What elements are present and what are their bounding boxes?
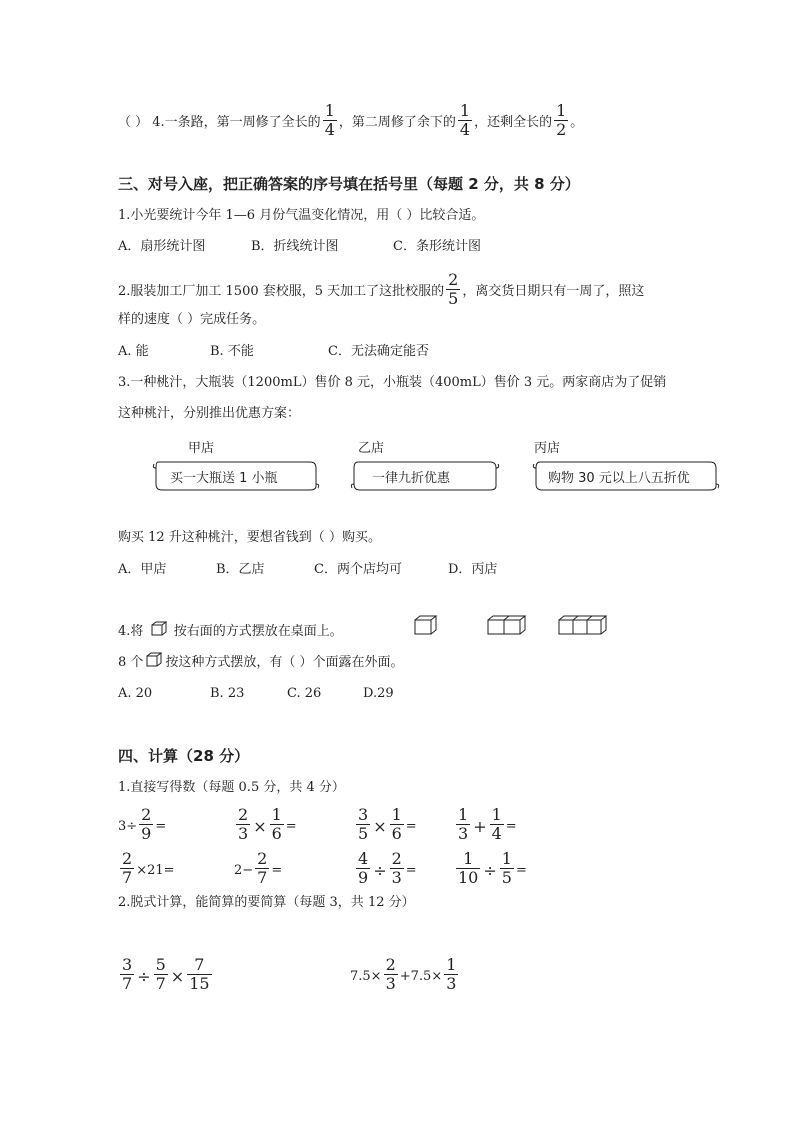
question-4-line1: 4.将 按右面的方式摆放在桌面上。 [118, 621, 343, 642]
q4-option-b: B. 23 [210, 686, 245, 701]
two-cubes-figure [488, 616, 525, 634]
q3-option-b: B．乙店 [216, 562, 265, 577]
offer-banner-jia [153, 462, 318, 490]
q2-option-a: A. 能 [118, 344, 149, 359]
offer-jia-text: 买一大瓶送 1 小瓶 [170, 471, 278, 486]
q1-option-c: C．条形统计图 [393, 239, 481, 254]
one-cube-figure [415, 616, 436, 634]
small-cube-icon [151, 621, 167, 637]
part-2-title: 2.脱式计算，能简算的要简算（每题 3，共 12 分） [118, 895, 415, 910]
offer-banner-bing [533, 462, 718, 490]
small-cube-icon [146, 652, 162, 668]
offer-banners [150, 458, 720, 494]
question-3-line1: 3.一种桃汁，大瓶装（1200mL）售价 8 元，小瓶装（400mL）售价 3 元。两家商店为了促销 [118, 375, 667, 390]
answer-paren: （ ） [118, 115, 149, 130]
expr-3: $\frac{3}{5}$ × $\frac{1}{6}$ = [358, 805, 417, 843]
expr-6: 2− $\frac{2}{7}$ = [234, 849, 283, 887]
question-4-line2: 8 个 按这种方式摆放，有（ ）个面露在外面。 [118, 652, 404, 673]
q4-option-a: A. 20 [118, 686, 153, 701]
prev-question-4: （ ） 4.一条路，第一周修了全长的 $\frac{1}{4}$ ，第二周修了余下的 $\frac{1}{4}$ ，还剩全长的 $\frac{1}{2}$ 。 [118, 101, 584, 139]
q3-option-a: A．甲店 [118, 562, 167, 577]
section-3-title: 三、对号入座，把正确答案的序号填在括号里（每题 2 分，共 8 分） [118, 175, 580, 193]
calc-1: $\frac{3}{7}$ ÷ $\frac{5}{7}$ × $\frac{7}{15}$ [122, 955, 210, 993]
fraction: $\frac{1}{4}$ [324, 101, 335, 139]
q3-option-d: D．丙店 [448, 562, 498, 577]
fraction: $\frac{1}{2}$ [556, 101, 567, 139]
shop-jia-name: 甲店 [188, 441, 215, 456]
fraction: $\frac{2}{5}$ [448, 270, 459, 308]
q1-option-b: B．折线统计图 [251, 239, 339, 254]
expr-8: $\frac{1}{10}$ ÷ $\frac{1}{5}$ = [458, 849, 527, 887]
expr-5: $\frac{2}{7}$ ×21= [122, 849, 175, 887]
q2-option-c: C．无法确定能否 [328, 344, 429, 359]
cube-arrangement-figure [412, 614, 612, 638]
shop-bing-name: 丙店 [534, 441, 561, 456]
question-1: 1.小光要统计今年 1—6 月份气温变化情况，用（ ）比较合适。 [118, 208, 485, 223]
fraction: $\frac{1}{4}$ [459, 101, 471, 139]
question-2: 2.服装加工厂加工 1500 套校服，5 天加工了这批校服的 $\frac{2}{5}$ ，离交货日期只有一周了，照这 [118, 270, 645, 308]
shop-yi-name: 乙店 [358, 441, 385, 456]
calc-2: 7.5× $\frac{2}{3}$ +7.5× $\frac{1}{3}$ [350, 955, 457, 993]
q4-option-d: D.29 [363, 686, 394, 701]
part-1-title: 1.直接写得数（每题 0.5 分，共 4 分） [118, 780, 345, 795]
expr-7: $\frac{4}{9}$ ÷ $\frac{2}{3}$ = [358, 849, 417, 887]
offer-bing-text: 购物 30 元以上八五折优 [548, 471, 690, 486]
question-3-line2: 这种桃汁，分别推出优惠方案： [118, 406, 301, 421]
question-3-ask: 购买 12 升这种桃汁，要想省钱到（ ）购买。 [118, 530, 381, 545]
q3-option-c: C．两个店均可 [314, 562, 402, 577]
expr-4: $\frac{1}{3}$ + $\frac{1}{4}$ = [458, 805, 517, 843]
q4-option-c: C. 26 [287, 686, 322, 701]
offer-yi-text: 一律九折优惠 [372, 471, 451, 486]
three-cubes-figure [559, 616, 606, 634]
expr-2: $\frac{2}{3}$ × $\frac{1}{6}$ = [238, 805, 297, 843]
q1-option-a: A．扇形统计图 [118, 239, 206, 254]
q2-option-b: B. 不能 [210, 344, 254, 359]
offer-banner-yi [351, 462, 498, 490]
section-4-title: 四、计算（28 分） [118, 747, 250, 765]
expr-1: 3÷ $\frac{2}{9}$ = [118, 805, 167, 843]
question-2-line2: 样的速度（ ）完成任务。 [118, 312, 266, 327]
